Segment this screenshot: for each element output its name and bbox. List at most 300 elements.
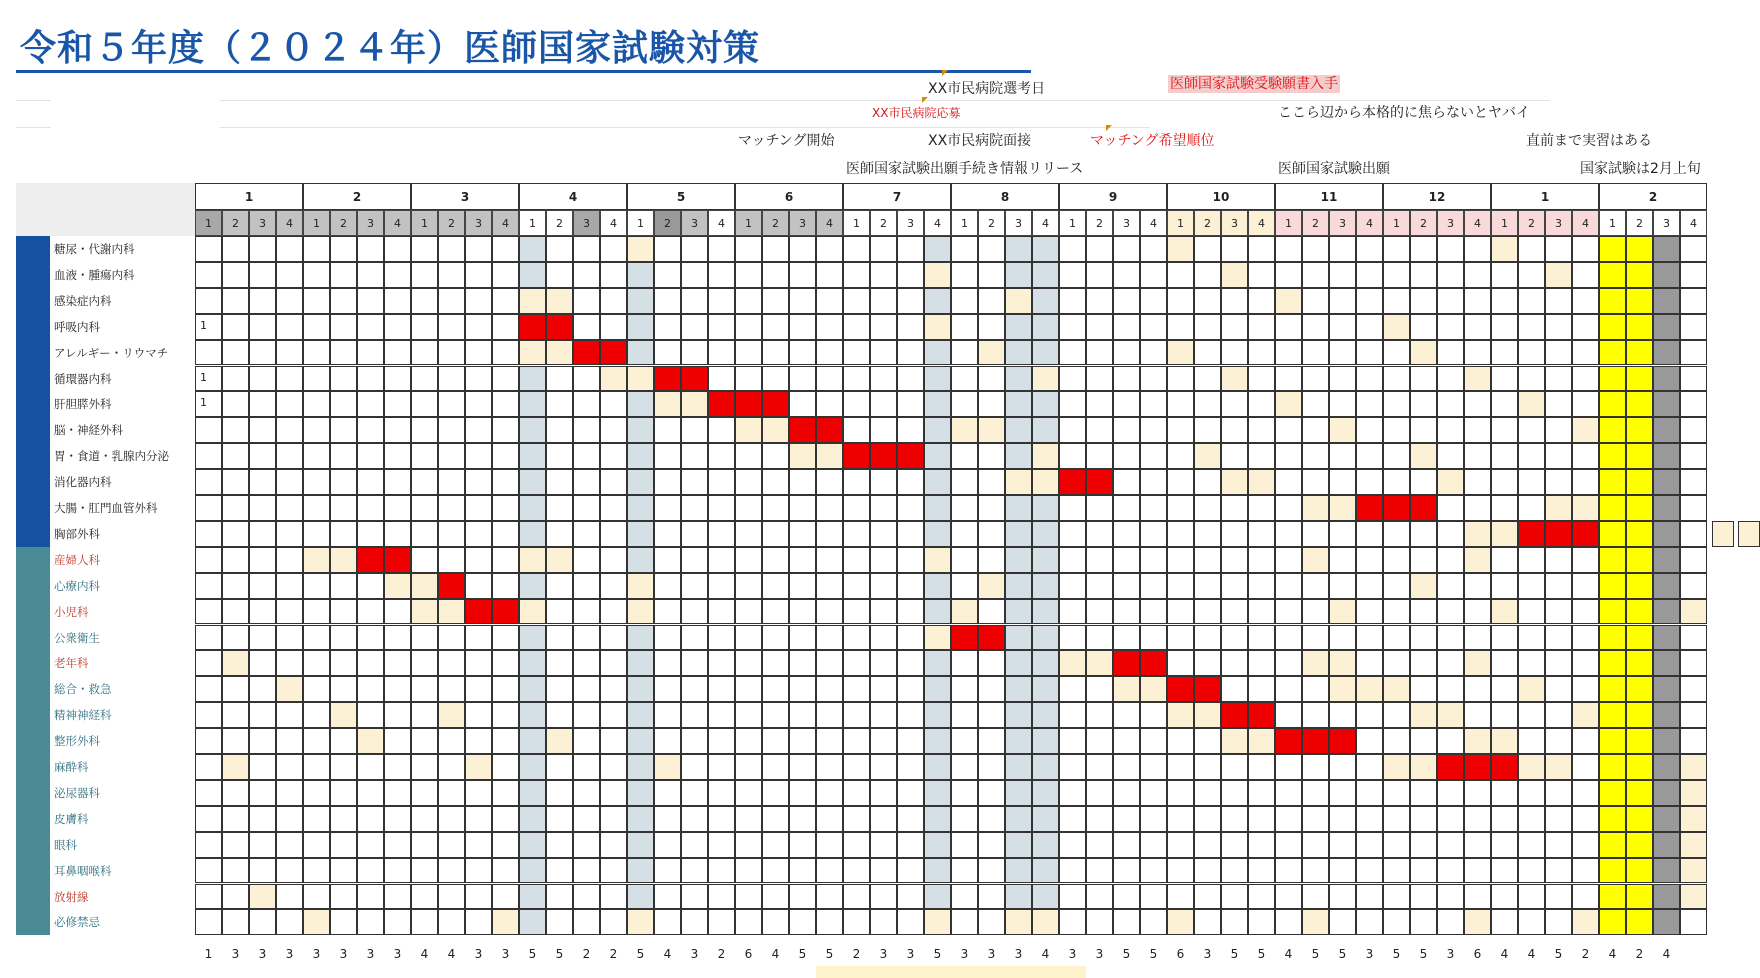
schedule-cell[interactable] [1032, 702, 1059, 728]
schedule-cell[interactable] [1194, 469, 1221, 495]
schedule-cell[interactable] [330, 676, 357, 702]
schedule-cell[interactable] [1437, 780, 1464, 806]
schedule-cell[interactable] [627, 676, 654, 702]
schedule-cell[interactable] [978, 366, 1005, 392]
schedule-cell[interactable] [1140, 495, 1167, 521]
schedule-cell[interactable] [1059, 884, 1086, 910]
schedule-cell[interactable] [1356, 417, 1383, 443]
schedule-cell[interactable] [1572, 909, 1599, 935]
schedule-cell[interactable] [1059, 366, 1086, 392]
schedule-cell[interactable] [1059, 728, 1086, 754]
schedule-cell[interactable] [1005, 780, 1032, 806]
schedule-cell[interactable] [1221, 832, 1248, 858]
schedule-cell[interactable] [1302, 547, 1329, 573]
schedule-cell[interactable] [1437, 702, 1464, 728]
schedule-cell[interactable] [1113, 417, 1140, 443]
schedule-cell[interactable] [978, 676, 1005, 702]
schedule-cell[interactable] [1653, 366, 1680, 392]
schedule-cell[interactable] [1032, 599, 1059, 625]
schedule-cell[interactable] [357, 599, 384, 625]
schedule-cell[interactable] [1491, 806, 1518, 832]
schedule-cell[interactable] [1491, 417, 1518, 443]
schedule-cell[interactable] [1275, 236, 1302, 262]
schedule-cell[interactable] [708, 728, 735, 754]
schedule-cell[interactable] [1572, 366, 1599, 392]
schedule-cell[interactable] [573, 728, 600, 754]
schedule-cell[interactable] [1221, 650, 1248, 676]
schedule-cell[interactable] [1383, 754, 1410, 780]
schedule-cell[interactable] [654, 728, 681, 754]
schedule-cell[interactable] [492, 443, 519, 469]
schedule-cell[interactable] [816, 728, 843, 754]
schedule-cell[interactable] [951, 780, 978, 806]
schedule-cell[interactable] [357, 391, 384, 417]
schedule-cell[interactable] [870, 909, 897, 935]
schedule-cell[interactable] [222, 262, 249, 288]
schedule-cell[interactable] [1140, 340, 1167, 366]
schedule-cell[interactable] [411, 858, 438, 884]
schedule-cell[interactable] [870, 650, 897, 676]
schedule-cell[interactable] [465, 909, 492, 935]
schedule-cell[interactable] [924, 236, 951, 262]
schedule-cell[interactable] [1383, 728, 1410, 754]
schedule-cell[interactable] [1653, 909, 1680, 935]
schedule-cell[interactable] [1167, 909, 1194, 935]
schedule-cell[interactable] [1302, 469, 1329, 495]
schedule-cell[interactable] [1491, 832, 1518, 858]
schedule-cell[interactable] [870, 573, 897, 599]
schedule-cell[interactable] [1491, 780, 1518, 806]
schedule-cell[interactable] [843, 702, 870, 728]
schedule-cell[interactable] [1059, 262, 1086, 288]
schedule-cell[interactable] [1518, 728, 1545, 754]
schedule-cell[interactable] [627, 340, 654, 366]
schedule-cell[interactable] [897, 262, 924, 288]
schedule-cell[interactable] [1005, 573, 1032, 599]
schedule-cell[interactable] [1410, 599, 1437, 625]
schedule-cell[interactable] [438, 547, 465, 573]
schedule-cell[interactable] [1086, 573, 1113, 599]
schedule-cell[interactable] [492, 340, 519, 366]
schedule-cell[interactable] [1464, 754, 1491, 780]
schedule-cell[interactable] [1464, 443, 1491, 469]
schedule-cell[interactable] [195, 340, 222, 366]
schedule-cell[interactable] [627, 884, 654, 910]
schedule-cell[interactable] [330, 909, 357, 935]
schedule-cell[interactable] [1329, 262, 1356, 288]
schedule-cell[interactable] [924, 314, 951, 340]
schedule-cell[interactable] [600, 702, 627, 728]
schedule-cell[interactable] [1653, 340, 1680, 366]
schedule-cell[interactable] [1059, 858, 1086, 884]
schedule-cell[interactable] [1626, 754, 1653, 780]
schedule-cell[interactable] [1248, 728, 1275, 754]
schedule-cell[interactable] [465, 443, 492, 469]
schedule-cell[interactable] [1545, 650, 1572, 676]
schedule-cell[interactable] [1059, 547, 1086, 573]
schedule-cell[interactable] [1194, 754, 1221, 780]
schedule-cell[interactable] [303, 236, 330, 262]
schedule-cell[interactable] [600, 650, 627, 676]
schedule-cell[interactable] [1221, 340, 1248, 366]
schedule-cell[interactable] [303, 288, 330, 314]
schedule-cell[interactable] [816, 236, 843, 262]
schedule-cell[interactable] [1626, 547, 1653, 573]
schedule-cell[interactable] [1221, 443, 1248, 469]
schedule-cell[interactable] [1005, 236, 1032, 262]
schedule-cell[interactable] [492, 806, 519, 832]
schedule-cell[interactable] [1626, 495, 1653, 521]
schedule-cell[interactable] [735, 625, 762, 651]
schedule-cell[interactable] [1059, 754, 1086, 780]
schedule-cell[interactable] [1599, 884, 1626, 910]
schedule-cell[interactable] [735, 236, 762, 262]
schedule-cell[interactable] [303, 832, 330, 858]
schedule-cell[interactable] [897, 754, 924, 780]
schedule-cell[interactable] [789, 366, 816, 392]
schedule-cell[interactable] [1194, 340, 1221, 366]
schedule-cell[interactable] [978, 573, 1005, 599]
schedule-cell[interactable] [924, 625, 951, 651]
schedule-cell[interactable] [843, 806, 870, 832]
schedule-cell[interactable] [1248, 909, 1275, 935]
schedule-cell[interactable] [249, 236, 276, 262]
schedule-cell[interactable] [330, 469, 357, 495]
schedule-cell[interactable] [303, 806, 330, 832]
schedule-cell[interactable] [897, 909, 924, 935]
schedule-cell[interactable] [1086, 417, 1113, 443]
schedule-cell[interactable] [1194, 236, 1221, 262]
schedule-cell[interactable] [1437, 832, 1464, 858]
schedule-cell[interactable] [1086, 262, 1113, 288]
schedule-cell[interactable] [1086, 547, 1113, 573]
schedule-cell[interactable] [249, 417, 276, 443]
schedule-cell[interactable] [1464, 780, 1491, 806]
schedule-cell[interactable] [1383, 340, 1410, 366]
schedule-cell[interactable] [816, 780, 843, 806]
schedule-cell[interactable] [627, 417, 654, 443]
schedule-cell[interactable] [1545, 340, 1572, 366]
schedule-cell[interactable] [1545, 521, 1572, 547]
schedule-cell[interactable] [1032, 676, 1059, 702]
schedule-cell[interactable] [1491, 443, 1518, 469]
schedule-cell[interactable] [519, 262, 546, 288]
schedule-cell[interactable] [1221, 573, 1248, 599]
schedule-cell[interactable] [843, 366, 870, 392]
schedule-cell[interactable] [384, 495, 411, 521]
schedule-cell[interactable] [1383, 599, 1410, 625]
schedule-cell[interactable] [1275, 262, 1302, 288]
schedule-cell[interactable] [1167, 236, 1194, 262]
schedule-cell[interactable] [1518, 417, 1545, 443]
schedule-cell[interactable] [1464, 858, 1491, 884]
schedule-cell[interactable] [1383, 469, 1410, 495]
schedule-cell[interactable] [1005, 909, 1032, 935]
schedule-cell[interactable] [1518, 288, 1545, 314]
schedule-cell[interactable] [1221, 262, 1248, 288]
schedule-cell[interactable] [816, 599, 843, 625]
schedule-cell[interactable] [1680, 858, 1707, 884]
schedule-cell[interactable] [1545, 754, 1572, 780]
schedule-cell[interactable] [1599, 702, 1626, 728]
schedule-cell[interactable] [357, 832, 384, 858]
schedule-cell[interactable] [411, 599, 438, 625]
schedule-cell[interactable] [411, 417, 438, 443]
schedule-cell[interactable] [330, 236, 357, 262]
schedule-cell[interactable] [411, 262, 438, 288]
schedule-cell[interactable] [357, 858, 384, 884]
schedule-cell[interactable] [1680, 366, 1707, 392]
schedule-cell[interactable] [978, 391, 1005, 417]
schedule-cell[interactable] [843, 314, 870, 340]
schedule-cell[interactable] [1356, 858, 1383, 884]
schedule-cell[interactable] [357, 314, 384, 340]
schedule-cell[interactable] [1437, 495, 1464, 521]
schedule-cell[interactable] [1491, 702, 1518, 728]
schedule-cell[interactable] [1140, 469, 1167, 495]
schedule-cell[interactable] [384, 391, 411, 417]
schedule-cell[interactable] [735, 650, 762, 676]
schedule-cell[interactable] [789, 832, 816, 858]
schedule-cell[interactable] [1221, 676, 1248, 702]
schedule-cell[interactable] [1086, 366, 1113, 392]
schedule-cell[interactable] [897, 314, 924, 340]
schedule-cell[interactable] [573, 754, 600, 780]
schedule-cell[interactable] [465, 391, 492, 417]
schedule-cell[interactable] [1437, 625, 1464, 651]
schedule-cell[interactable] [1518, 236, 1545, 262]
schedule-cell[interactable] [573, 599, 600, 625]
schedule-cell[interactable] [573, 340, 600, 366]
schedule-cell[interactable] [1653, 780, 1680, 806]
schedule-cell[interactable] [411, 495, 438, 521]
schedule-cell[interactable] [1626, 340, 1653, 366]
schedule-cell[interactable] [1302, 573, 1329, 599]
schedule-cell[interactable] [1437, 443, 1464, 469]
schedule-cell[interactable] [1383, 443, 1410, 469]
schedule-cell[interactable] [708, 573, 735, 599]
schedule-cell[interactable] [951, 625, 978, 651]
schedule-cell[interactable] [789, 521, 816, 547]
schedule-cell[interactable] [978, 650, 1005, 676]
schedule-cell[interactable] [789, 884, 816, 910]
schedule-cell[interactable] [978, 288, 1005, 314]
schedule-cell[interactable] [600, 858, 627, 884]
schedule-cell[interactable] [1113, 884, 1140, 910]
schedule-cell[interactable] [1356, 650, 1383, 676]
schedule-cell[interactable] [1113, 780, 1140, 806]
schedule-cell[interactable] [1626, 417, 1653, 443]
schedule-cell[interactable] [735, 314, 762, 340]
schedule-cell[interactable] [816, 391, 843, 417]
schedule-cell[interactable] [1221, 495, 1248, 521]
schedule-cell[interactable] [951, 754, 978, 780]
schedule-cell[interactable] [1491, 754, 1518, 780]
schedule-cell[interactable] [384, 599, 411, 625]
schedule-cell[interactable] [843, 236, 870, 262]
schedule-cell[interactable] [681, 469, 708, 495]
schedule-cell[interactable] [816, 495, 843, 521]
schedule-cell[interactable] [330, 366, 357, 392]
schedule-cell[interactable] [330, 832, 357, 858]
schedule-cell[interactable] [1140, 236, 1167, 262]
schedule-cell[interactable] [1167, 676, 1194, 702]
schedule-cell[interactable] [1518, 599, 1545, 625]
schedule-cell[interactable] [573, 573, 600, 599]
schedule-cell[interactable] [1653, 676, 1680, 702]
schedule-cell[interactable] [276, 676, 303, 702]
schedule-cell[interactable] [1545, 495, 1572, 521]
schedule-cell[interactable] [1032, 754, 1059, 780]
schedule-cell[interactable] [708, 754, 735, 780]
schedule-cell[interactable] [1140, 884, 1167, 910]
schedule-cell[interactable] [1248, 469, 1275, 495]
schedule-cell[interactable] [708, 884, 735, 910]
schedule-cell[interactable] [843, 728, 870, 754]
schedule-cell[interactable] [1329, 547, 1356, 573]
schedule-cell[interactable] [600, 521, 627, 547]
schedule-cell[interactable] [735, 495, 762, 521]
schedule-cell[interactable] [1653, 262, 1680, 288]
schedule-cell[interactable] [600, 599, 627, 625]
schedule-cell[interactable] [735, 909, 762, 935]
schedule-cell[interactable] [978, 521, 1005, 547]
schedule-cell[interactable] [978, 625, 1005, 651]
schedule-cell[interactable] [1275, 884, 1302, 910]
schedule-cell[interactable] [1356, 780, 1383, 806]
schedule-cell[interactable] [357, 625, 384, 651]
schedule-cell[interactable] [1545, 832, 1572, 858]
schedule-cell[interactable] [897, 676, 924, 702]
schedule-cell[interactable] [357, 650, 384, 676]
schedule-cell[interactable] [1113, 728, 1140, 754]
schedule-cell[interactable] [1302, 314, 1329, 340]
schedule-cell[interactable] [303, 314, 330, 340]
schedule-cell[interactable] [762, 909, 789, 935]
schedule-cell[interactable] [600, 262, 627, 288]
schedule-cell[interactable] [1680, 728, 1707, 754]
schedule-cell[interactable] [843, 858, 870, 884]
schedule-cell[interactable] [1626, 288, 1653, 314]
schedule-cell[interactable] [249, 806, 276, 832]
schedule-cell[interactable] [1194, 676, 1221, 702]
schedule-cell[interactable] [303, 702, 330, 728]
schedule-cell[interactable] [627, 262, 654, 288]
schedule-cell[interactable] [249, 495, 276, 521]
schedule-cell[interactable] [1410, 314, 1437, 340]
schedule-cell[interactable] [978, 314, 1005, 340]
schedule-cell[interactable] [222, 650, 249, 676]
schedule-cell[interactable] [924, 573, 951, 599]
schedule-cell[interactable] [249, 702, 276, 728]
schedule-cell[interactable] [1086, 236, 1113, 262]
schedule-cell[interactable] [195, 417, 222, 443]
schedule-cell[interactable] [1356, 702, 1383, 728]
schedule-cell[interactable] [600, 625, 627, 651]
schedule-cell[interactable] [303, 676, 330, 702]
schedule-cell[interactable] [1356, 469, 1383, 495]
schedule-cell[interactable] [1086, 391, 1113, 417]
schedule-cell[interactable] [1329, 650, 1356, 676]
schedule-cell[interactable] [492, 469, 519, 495]
schedule-cell[interactable] [384, 340, 411, 366]
schedule-cell[interactable] [1572, 417, 1599, 443]
schedule-cell[interactable] [1599, 832, 1626, 858]
schedule-cell[interactable] [1356, 547, 1383, 573]
schedule-cell[interactable] [1005, 391, 1032, 417]
schedule-cell[interactable] [1221, 417, 1248, 443]
schedule-cell[interactable] [789, 650, 816, 676]
schedule-cell[interactable] [1086, 780, 1113, 806]
schedule-cell[interactable] [492, 780, 519, 806]
schedule-cell[interactable] [384, 417, 411, 443]
schedule-cell[interactable] [1518, 676, 1545, 702]
schedule-cell[interactable] [762, 780, 789, 806]
schedule-cell[interactable] [195, 599, 222, 625]
schedule-cell[interactable] [1221, 599, 1248, 625]
schedule-cell[interactable] [789, 909, 816, 935]
schedule-cell[interactable] [1464, 417, 1491, 443]
schedule-cell[interactable] [654, 832, 681, 858]
schedule-cell[interactable] [708, 417, 735, 443]
schedule-cell[interactable] [789, 443, 816, 469]
schedule-cell[interactable] [357, 884, 384, 910]
schedule-cell[interactable] [519, 754, 546, 780]
schedule-cell[interactable] [1680, 650, 1707, 676]
schedule-cell[interactable] [492, 236, 519, 262]
schedule-cell[interactable] [762, 625, 789, 651]
schedule-cell[interactable] [1302, 676, 1329, 702]
schedule-cell[interactable] [816, 417, 843, 443]
schedule-cell[interactable] [951, 495, 978, 521]
schedule-cell[interactable] [654, 366, 681, 392]
schedule-cell[interactable] [1410, 417, 1437, 443]
schedule-cell[interactable] [1356, 676, 1383, 702]
schedule-cell[interactable] [1437, 417, 1464, 443]
schedule-cell[interactable] [1437, 728, 1464, 754]
schedule-cell[interactable] [1221, 625, 1248, 651]
schedule-cell[interactable] [222, 754, 249, 780]
schedule-cell[interactable] [438, 521, 465, 547]
schedule-cell[interactable] [1113, 391, 1140, 417]
schedule-cell[interactable] [1437, 314, 1464, 340]
schedule-cell[interactable] [1464, 625, 1491, 651]
schedule-cell[interactable] [627, 599, 654, 625]
schedule-cell[interactable] [870, 262, 897, 288]
schedule-cell[interactable] [357, 780, 384, 806]
schedule-cell[interactable] [411, 314, 438, 340]
schedule-cell[interactable] [627, 754, 654, 780]
schedule-cell[interactable] [1302, 262, 1329, 288]
schedule-cell[interactable] [1410, 366, 1437, 392]
schedule-cell[interactable] [330, 547, 357, 573]
schedule-cell[interactable] [195, 625, 222, 651]
schedule-cell[interactable] [843, 469, 870, 495]
schedule-cell[interactable] [492, 832, 519, 858]
schedule-cell[interactable] [735, 417, 762, 443]
schedule-cell[interactable] [951, 236, 978, 262]
schedule-cell[interactable] [951, 676, 978, 702]
schedule-cell[interactable] [195, 547, 222, 573]
schedule-cell[interactable] [1248, 366, 1275, 392]
schedule-cell[interactable] [681, 443, 708, 469]
schedule-cell[interactable] [384, 650, 411, 676]
schedule-cell[interactable] [978, 340, 1005, 366]
schedule-cell[interactable] [1383, 702, 1410, 728]
schedule-cell[interactable] [978, 702, 1005, 728]
schedule-cell[interactable] [897, 366, 924, 392]
schedule-cell[interactable] [411, 469, 438, 495]
